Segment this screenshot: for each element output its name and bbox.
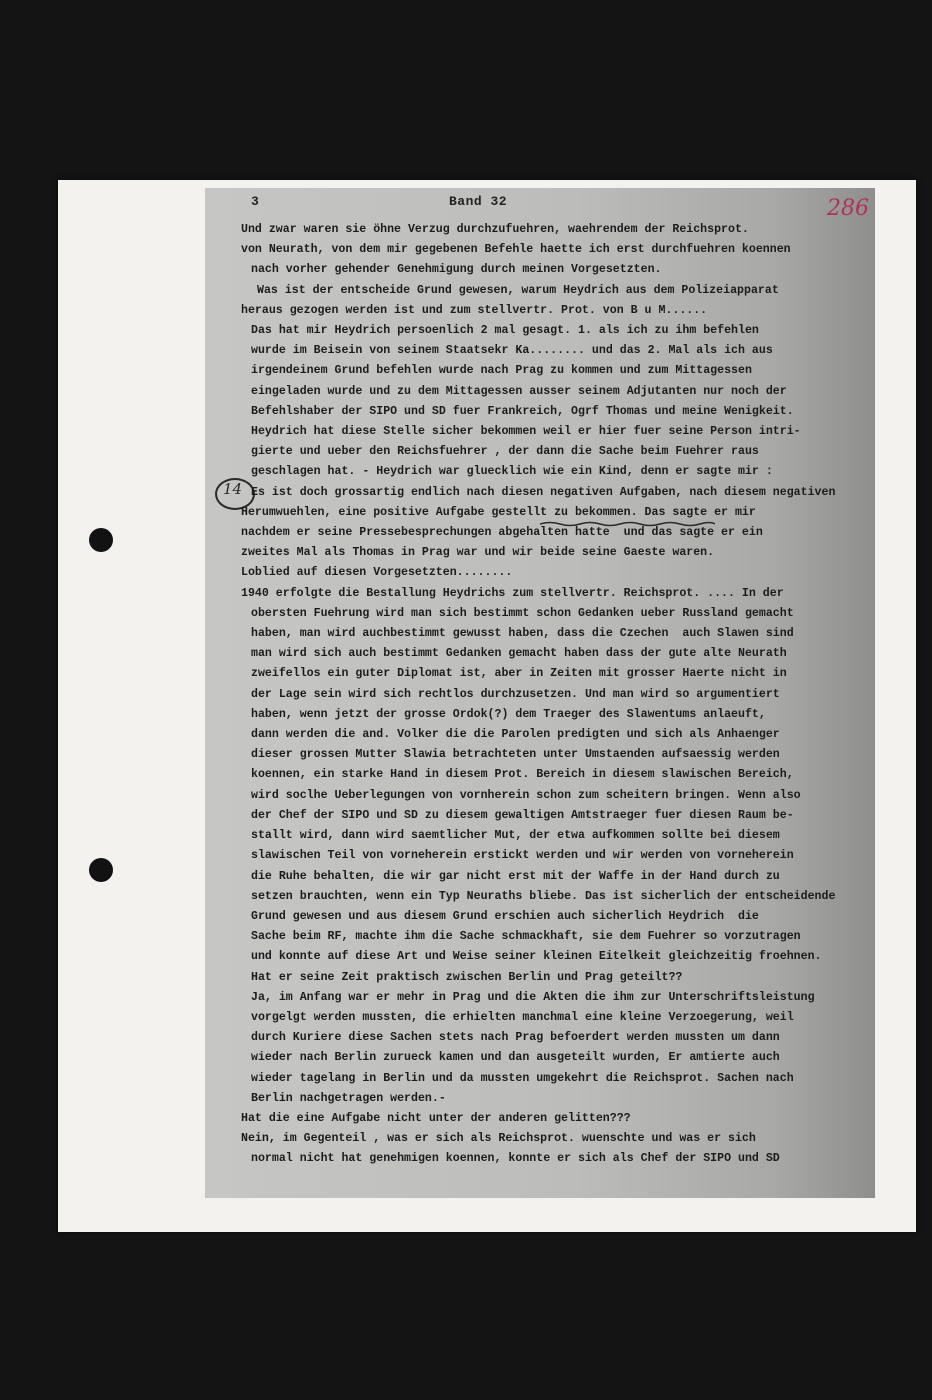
text-line: stallt wird, dann wird saemtlicher Mut, der etwa aufkommen sollte bei diesem [251,829,780,843]
text-line: und konnte auf diese Art und Weise seiner kleinen Eitelkeit gleichzeitig froehnen. [251,950,822,964]
text-line: slawischen Teil von vorneherein erstickt werden und wir werden von vorneherein [251,849,794,863]
text-line: durch Kuriere diese Sachen stets nach Prag befoerdert werden mussten um dann [251,1031,780,1045]
text-line: Nein, im Gegenteil , was er sich als Reichsprot. wuenschte und was er sich [241,1132,756,1146]
text-line: der Chef der SIPO und SD zu diesem gewaltigen Amtstraeger fuer diesen Raum be- [251,808,794,822]
text-line: irgendeinem Grund befehlen wurde nach Prag zu kommen und zum Mittagessen [251,364,752,378]
text-line: Das hat mir Heydrich persoenlich 2 mal gesagt. 1. als ich zu ihm befehlen [251,324,759,338]
text-line: Es ist doch grossartig endlich nach diesen negativen Aufgaben, nach diesem negativen [251,485,836,499]
text-line: haben, man wird auchbestimmt gewusst haben, dass die Czechen auch Slawen sind [251,627,794,641]
text-line: Hat die eine Aufgabe nicht unter der anderen gelitten??? [241,1111,631,1125]
margin-circle-number: 14 [223,480,243,498]
text-line: Berlin nachgetragen werden.- [251,1091,446,1105]
text-line: wird soclhe Ueberlegungen von vornherein schon zum scheitern bringen. Wenn also [251,788,801,802]
text-line: vorgelgt werden mussten, die erhielten manchmal eine kleine Verzoegerung, weil [251,1010,794,1024]
text-line: der Lage sein wird sich rechtlos durchzusetzen. Und man wird so argumentiert [251,687,780,701]
text-line: dann werden die and. Volker die die Parolen predigten und sich als Anhaenger [251,728,780,742]
text-line: 1940 erfolgte die Bestallung Heydrichs zum stellvertr. Reichsprot. .... In der [241,586,784,600]
text-line: wurde im Beisein von seinem Staatsekr Ka........ und das 2. Mal als ich aus [251,344,773,358]
text-line: zweifellos ein guter Diplomat ist, aber in Zeiten mit grosser Haerte nicht in [251,667,787,681]
text-line: Ja, im Anfang war er mehr in Prag und die Akten die ihm zur Unterschriftsleistung [251,990,815,1004]
text-line: nachdem er seine Pressebesprechungen abgehalten hatte und das sagte er ein [241,526,763,540]
text-line: eingeladen wurde und zu dem Mittagessen ausser seinem Adjutanten nur noch der [251,384,787,398]
text-line: normal nicht hat genehmigen koennen, konnte er sich als Chef der SIPO und SD [251,1152,780,1166]
punch-hole-bottom [89,858,113,882]
text-line: Heydrich hat diese Stelle sicher bekommen weil er hier fuer seine Person intri- [251,425,801,439]
text-line: die Ruhe behalten, die wir gar nicht erst mit der Waffe in der Hand durch zu [251,869,780,883]
text-line: zweites Mal als Thomas in Prag war und wir beide seine Gaeste waren. [241,546,715,560]
text-line: von Neurath, von dem mir gegebenen Befehle haette ich erst durchfuehren koennen [241,243,791,257]
text-line: Sache beim RF, machte ihm die Sache schmackhaft, sie dem Fuehrer so vorzutragen [251,930,801,944]
text-line: geschlagen hat. - Heydrich war gluecklich wie ein Kind, denn er sagte mir : [251,465,773,479]
text-line: wieder nach Berlin zurueck kamen und dan ausgeteilt wurden, Er amtierte auch [251,1051,780,1065]
text-line: Und zwar waren sie öhne Verzug durchzufuehren, waehrendem der Reichsprot. [241,223,749,236]
text-line: Grund gewesen und aus diesem Grund erschien auch sicherlich Heydrich die [251,909,759,923]
text-line: man wird sich auch bestimmt Gedanken gemacht haben dass der gute alte Neurath [251,647,787,661]
text-line: nach vorher gehender Genehmigung durch meinen Vorgesetzten. [251,263,662,277]
text-line: Herumwuehlen, eine positive Aufgabe gestellt zu bekommen. Das sagte er mir [241,505,756,519]
text-line: Loblied auf diesen Vorgesetzten........ [241,566,513,580]
text-line: Befehlshaber der SIPO und SD fuer Frankreich, Ogrf Thomas und meine Wenigkeit. [251,404,794,418]
typed-body-text [241,220,871,1170]
text-line: dieser grossen Mutter Slawia betrachteten unter Umstaenden aufsaessig werden [251,748,780,762]
punch-hole-top [89,528,113,552]
text-line: gierte und ueber den Reichsfuehrer , der dann die Sache beim Fuehrer raus [251,445,759,459]
handwritten-folio-number: 286 [827,196,869,221]
text-line: Was ist der entscheide Grund gewesen, warum Heydrich aus dem Polizeiapparat [257,283,779,297]
text-line: Hat er seine Zeit praktisch zwischen Berlin und Prag geteilt?? [251,970,683,984]
text-line: koennen, ein starke Hand in diesem Prot. Bereich in diesem slawischen Bereich, [251,768,794,782]
text-line: wieder tagelang in Berlin und da mussten umgekehrt die Reichsprot. Sachen nach [251,1071,794,1085]
text-line: heraus gezogen werden ist und zum stellvertr. Prot. von B u M...... [241,303,708,317]
text-line: setzen brauchten, wenn ein Typ Neuraths bliebe. Das ist sicherlich der entscheidende [251,889,836,903]
text-line: obersten Fuehrung wird man sich bestimmt schon Gedanken ueber Russland gemacht [251,606,794,620]
band-header: Band 32 [449,194,508,209]
text-line: haben, wenn jetzt der grosse Ordok(?) dem Traeger des Slawentums anlaeuft, [251,707,766,721]
typed-document-page [205,188,875,1198]
page-number: 3 [251,194,259,209]
